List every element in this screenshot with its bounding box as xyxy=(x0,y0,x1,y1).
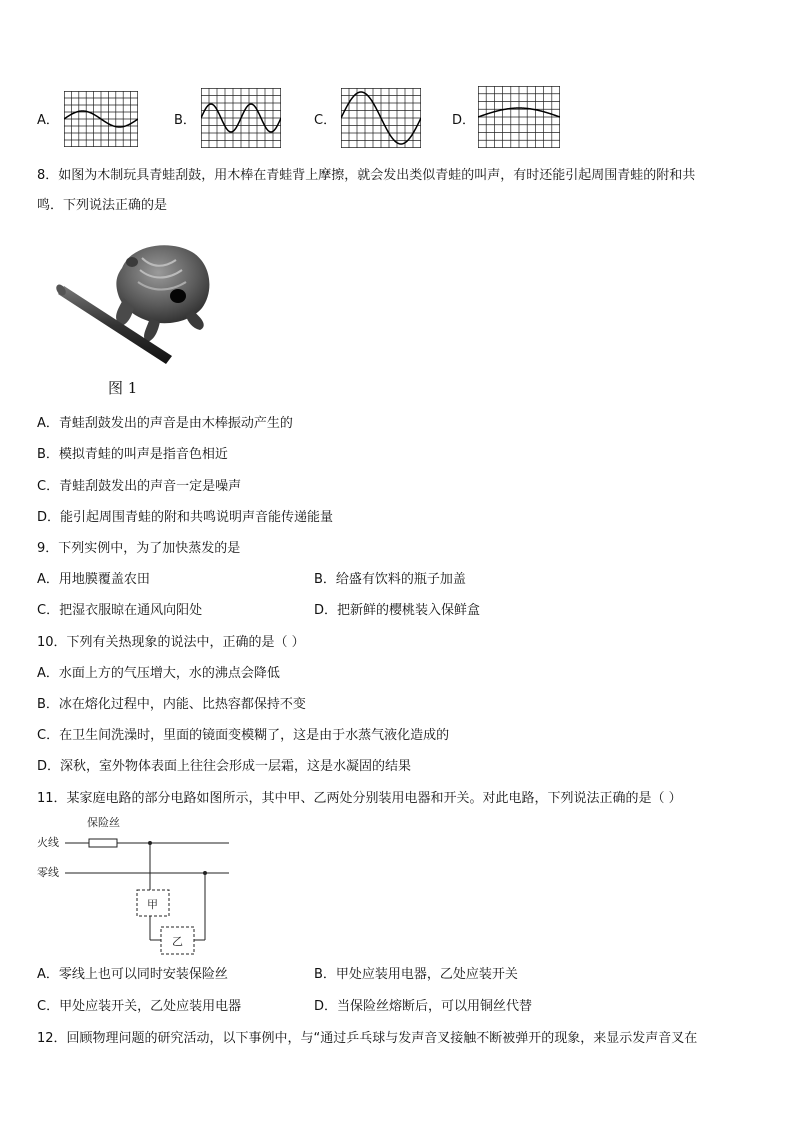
fuse-label: 保险丝 xyxy=(87,816,120,829)
q11-option-d[interactable]: D．当保险丝熔断后，可以用铜丝代替 xyxy=(314,999,533,1014)
q7-option-b-label: B． xyxy=(174,113,196,128)
q7-option-d-label: D． xyxy=(452,113,476,128)
q8-stem-line1: 8．如图为木制玩具青蛙刮鼓，用木棒在青蛙背上摩擦，就会发出类似青蛙的叫声，有时还能引起周围青蛙的附和共 xyxy=(37,168,696,183)
q8-option-d[interactable]: D．能引起周围青蛙的附和共鸣说明声音能传递能量 xyxy=(37,510,334,525)
q9-option-a[interactable]: A．用地膜覆盖农田 xyxy=(37,572,150,587)
q8-stem-line2: 鸣．下列说法正确的是 xyxy=(37,198,168,213)
q11-option-b[interactable]: B．甲处应装用电器，乙处应装开关 xyxy=(314,967,518,982)
oscilloscope-grid-b xyxy=(201,88,281,148)
live-wire-label: 火线 xyxy=(37,836,59,849)
q11-stem: 11．某家庭电路的部分电路如图所示，其中甲、乙两处分别装用电器和开关。对此电路，下列说法正确的是（ ） xyxy=(37,791,682,806)
q7-option-a-label: A． xyxy=(37,113,59,128)
q7-option-c-label: C． xyxy=(314,113,337,128)
q8-figure-caption: 图 1 xyxy=(108,379,138,397)
q7-waveform-b xyxy=(201,88,281,148)
q8-option-a[interactable]: A．青蛙刮鼓发出的声音是由木棒振动产生的 xyxy=(37,416,293,431)
oscilloscope-grid-d xyxy=(478,86,560,148)
q10-option-c[interactable]: C．在卫生间洗澡时，里面的镜面变模糊了，这是由于水蒸气液化造成的 xyxy=(37,728,450,743)
q10-option-d[interactable]: D．深秋，室外物体表面上往往会形成一层霜，这是水凝固的结果 xyxy=(37,759,412,774)
fuse-symbol xyxy=(89,839,117,847)
q9-option-d[interactable]: D．把新鲜的樱桃装入保鲜盒 xyxy=(314,603,481,618)
q7-waveform-a xyxy=(64,91,138,147)
frog-guiro-figure xyxy=(52,238,222,372)
oscilloscope-grid-c xyxy=(341,88,421,148)
q7-waveform-c xyxy=(341,88,421,148)
q12-stem: 12．回顾物理问题的研究活动，以下事例中，与“通过乒乓球与发声音叉接触不断被弹开的现象，来显示发声音叉在 xyxy=(37,1031,698,1046)
q10-option-b[interactable]: B．冰在熔化过程中，内能、比热容都保持不变 xyxy=(37,697,306,712)
q11-option-a[interactable]: A．零线上也可以同时安装保险丝 xyxy=(37,967,228,982)
q9-option-c[interactable]: C．把湿衣服晾在通风向阳处 xyxy=(37,603,203,618)
oscilloscope-grid-a xyxy=(64,91,138,147)
q11-option-c[interactable]: C．甲处应装开关，乙处应装用电器 xyxy=(37,999,242,1014)
q10-option-a[interactable]: A．水面上方的气压增大，水的沸点会降低 xyxy=(37,666,280,681)
q8-option-c[interactable]: C．青蛙刮鼓发出的声音一定是噪声 xyxy=(37,479,242,494)
q8-option-b[interactable]: B．模拟青蛙的叫声是指音色相近 xyxy=(37,447,228,462)
household-circuit-diagram xyxy=(37,812,237,958)
neutral-wire-label: 零线 xyxy=(37,866,59,879)
q9-stem: 9．下列实例中，为了加快蒸发的是 xyxy=(37,541,241,556)
jia-label: 甲 xyxy=(147,898,158,911)
yi-label: 乙 xyxy=(172,935,183,948)
q9-option-b[interactable]: B．给盛有饮料的瓶子加盖 xyxy=(314,572,466,587)
q10-stem: 10．下列有关热现象的说法中，正确的是（ ） xyxy=(37,635,305,650)
q7-waveform-d xyxy=(478,86,560,148)
